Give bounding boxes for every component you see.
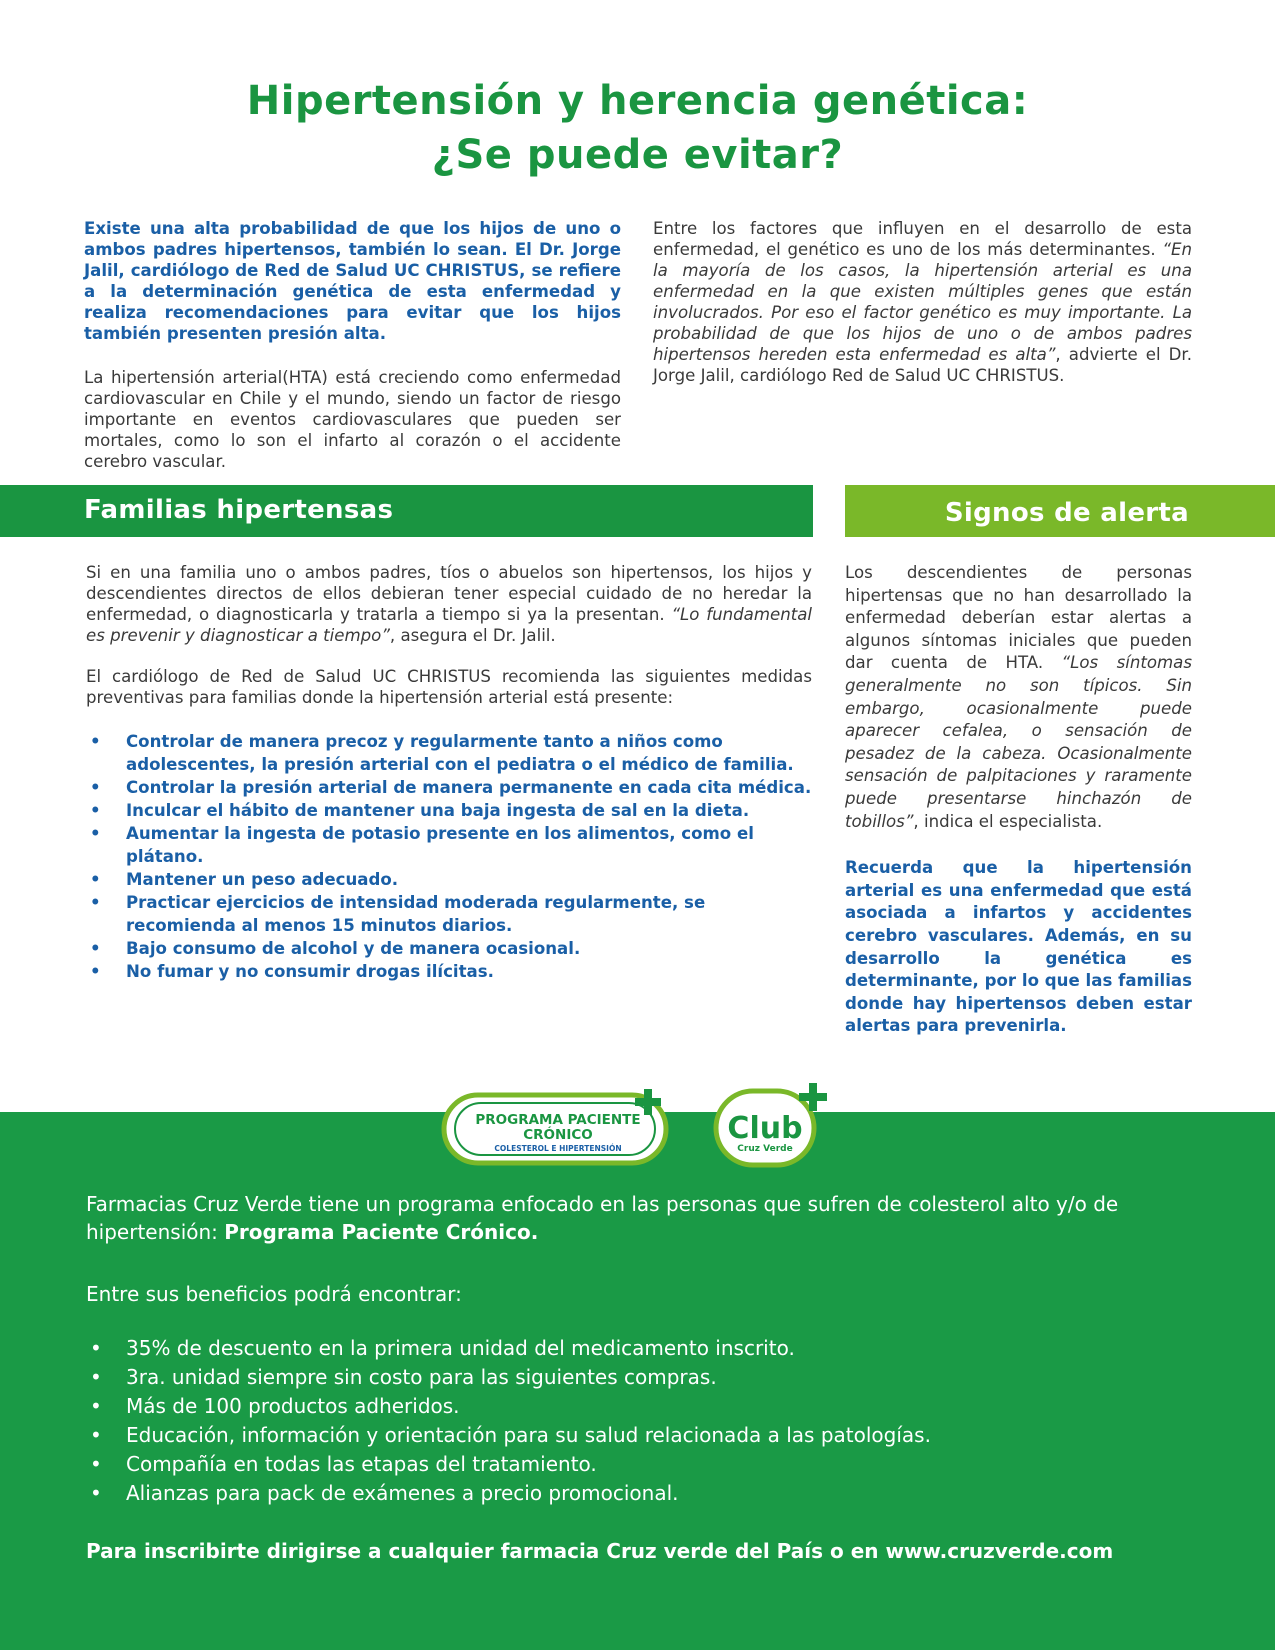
programa-logo-line-2: CRÓNICO bbox=[523, 1127, 593, 1143]
familias-paragraph-1-text: Si en una familia uno o ambos padres, tíos o abuelos son hipertensos, los hijos y descendientes directos de ellos debieran tener especial cuidado de no heredar la enfermedad, o diagnosticarla y tratarla a tiempo si ya la presentan. bbox=[86, 563, 812, 624]
footer-intro bbox=[86, 1190, 1196, 1246]
programa-logo-subtitle: COLESTEROL E HIPERTENSIÓN bbox=[494, 1144, 622, 1153]
signos-heading: Signos de alerta bbox=[944, 498, 1189, 528]
benefit-item: • 35% de descuento en la primera unidad del medicamento inscrito. bbox=[86, 1334, 1196, 1363]
intro-right-continuation bbox=[653, 218, 1192, 406]
benefit-item: • 3ra. unidad siempre sin costo para las siguientes compras. bbox=[86, 1363, 1196, 1392]
benefit-item: • Alianzas para pack de exámenes a precio promocional. bbox=[86, 1479, 1196, 1508]
intro-paragraph-2 bbox=[653, 218, 1192, 386]
page-title bbox=[0, 74, 1275, 182]
club-plus-icon-horizontal bbox=[799, 1093, 827, 1101]
familias-column bbox=[86, 562, 812, 983]
signos-paragraph-1-quote: “Los síntomas generalmente no son típicos. Sin embargo, ocasionalmente puede aparecer cefalea, o sensación de pesadez de la cabeza. Ocasionalmente sensación de palpitaciones y raramente puede presentarse hinchazón de tobillos” bbox=[845, 653, 1192, 831]
familias-paragraph-1-quote: “Lo fundamental es prevenir y diagnosticar a tiempo” bbox=[86, 605, 812, 645]
preventive-measure-item: • Controlar la presión arterial de manera permanente en cada cita médica. bbox=[86, 776, 812, 799]
preventive-measures-list bbox=[86, 730, 812, 983]
intro-paragraph-2-quote: “En la mayoría de los casos, la hipertensión arterial es una enfermedad en la que existen múltiples genes que están involucrados. Por eso el factor genético es muy importante. La probabilidad de que los hijos de uno o de ambos padres hipertensos hereden esta enfermedad es alta” bbox=[653, 240, 1192, 364]
club-logo-word: Club bbox=[727, 1111, 803, 1146]
intro-left-column bbox=[84, 218, 621, 492]
signos-paragraph-2: Recuerda que la hipertensión arterial es una enfermedad que está asociada a infartos y accidentes cerebro vasculares. Además, en su desarrollo la genética es determinante, por lo que las familias donde hay hipertensos deben estar alertas para prevenirla. bbox=[845, 858, 1192, 1036]
benefits-list bbox=[86, 1334, 1196, 1508]
intro-lead: Existe una alta probabilidad de que los hijos de uno o ambos padres hipertensos, también lo sean. El Dr. Jorge Jalil, cardiólogo de Red de Salud UC CHRISTUS, se refiere a la determinación genética de esta enfermedad y realiza recomendaciones para evitar que los hijos también presenten presión alta. bbox=[84, 219, 621, 343]
programa-logo-line-1: PROGRAMA PACIENTE bbox=[475, 1112, 641, 1128]
familias-paragraph-2: El cardiólogo de Red de Salud UC CHRISTUS recomienda las siguientes medidas preventivas para familias donde la hipertensión arterial está presente: bbox=[86, 667, 812, 707]
benefits-container bbox=[86, 1334, 1196, 1508]
preventive-measure-item: • Inculcar el hábito de mantener una baja ingesta de sal en la dieta. bbox=[86, 799, 812, 822]
preventive-measure-item: • Mantener un peso adecuado. bbox=[86, 868, 812, 891]
benefit-item: • Más de 100 productos adheridos. bbox=[86, 1392, 1196, 1421]
preventive-measure-item: • Practicar ejercicios de intensidad moderada regularmente, se recomienda al menos 15 minutos diarios. bbox=[86, 891, 812, 937]
preventive-measure-item: • Controlar de manera precoz y regularmente tanto a niños como adolescentes, la presión arterial con el pediatra o el médico de familia. bbox=[86, 730, 812, 776]
programa-paciente-cronico-logo bbox=[441, 1089, 675, 1167]
footer-intro-text: Farmacias Cruz Verde tiene un programa enfocado en las personas que sufren de colesterol alto y/o de hipertensión: bbox=[86, 1192, 1119, 1244]
signos-paragraph-1-text: Los descendientes de personas hipertensas que no han desarrollado la enfermedad deberían estar alertas a algunos síntomas iniciales que pueden dar cuenta de HTA. bbox=[845, 563, 1192, 673]
familias-paragraph-1-end: , asegura el Dr. Jalil. bbox=[389, 626, 556, 645]
intro-paragraph-1 bbox=[84, 367, 621, 472]
club-cruz-verde-logo bbox=[713, 1083, 831, 1169]
benefit-item: • Educación, información y orientación para su salud relacionada a las patologías. bbox=[86, 1421, 1196, 1450]
preventive-measure-item: • Aumentar la ingesta de potasio presente en los alimentos, como el plátano. bbox=[86, 822, 812, 868]
title-line-1: Hipertensión y herencia genética: bbox=[246, 78, 1029, 124]
title-line-2: ¿Se puede evitar? bbox=[431, 132, 844, 178]
intro-paragraph-2-text: Entre los factores que influyen en el desarrollo de esta enfermedad, el genético es uno de los más determinantes. bbox=[653, 219, 1192, 259]
benefit-item: • Compañía en todas las etapas del tratamiento. bbox=[86, 1450, 1196, 1479]
signos-paragraph-1 bbox=[845, 562, 1192, 833]
footer-program-name: Programa Paciente Crónico. bbox=[224, 1220, 539, 1244]
preventive-measure-item: • No fumar y no consumir drogas ilícitas. bbox=[86, 960, 812, 983]
intro-paragraph-1-text: La hipertensión arterial(HTA) está creciendo como enfermedad cardiovascular en Chile y el mundo, siendo un factor de riesgo importante en eventos cardiovasculares que pueden ser mortales, como lo son el infarto al corazón o el accidente cerebro vascular. bbox=[84, 368, 621, 471]
signos-heading-band bbox=[845, 485, 1275, 537]
plus-icon-horizontal bbox=[635, 1098, 661, 1106]
intro-paragraph-2-end: , advierte el Dr. Jorge Jalil, cardiólogo Red de Salud UC CHRISTUS. bbox=[653, 345, 1192, 385]
benefits-intro: Entre sus beneficios podrá encontrar: bbox=[86, 1282, 462, 1306]
familias-heading: Familias hipertensas bbox=[84, 495, 394, 525]
preventive-measure-item: • Bajo consumo de alcohol y de manera ocasional. bbox=[86, 937, 812, 960]
familias-heading-band bbox=[0, 485, 813, 537]
signos-paragraph-1-end: , indica el especialista. bbox=[913, 811, 1103, 831]
footer-panel bbox=[0, 1112, 1275, 1650]
signos-column bbox=[845, 562, 1192, 1058]
familias-paragraph-1 bbox=[86, 562, 812, 646]
club-logo-brand: Cruz Verde bbox=[737, 1144, 793, 1154]
enrollment-cta: Para inscribirte dirigirse a cualquier farmacia Cruz verde del País o en www.cruzverde.com bbox=[86, 1539, 1114, 1563]
